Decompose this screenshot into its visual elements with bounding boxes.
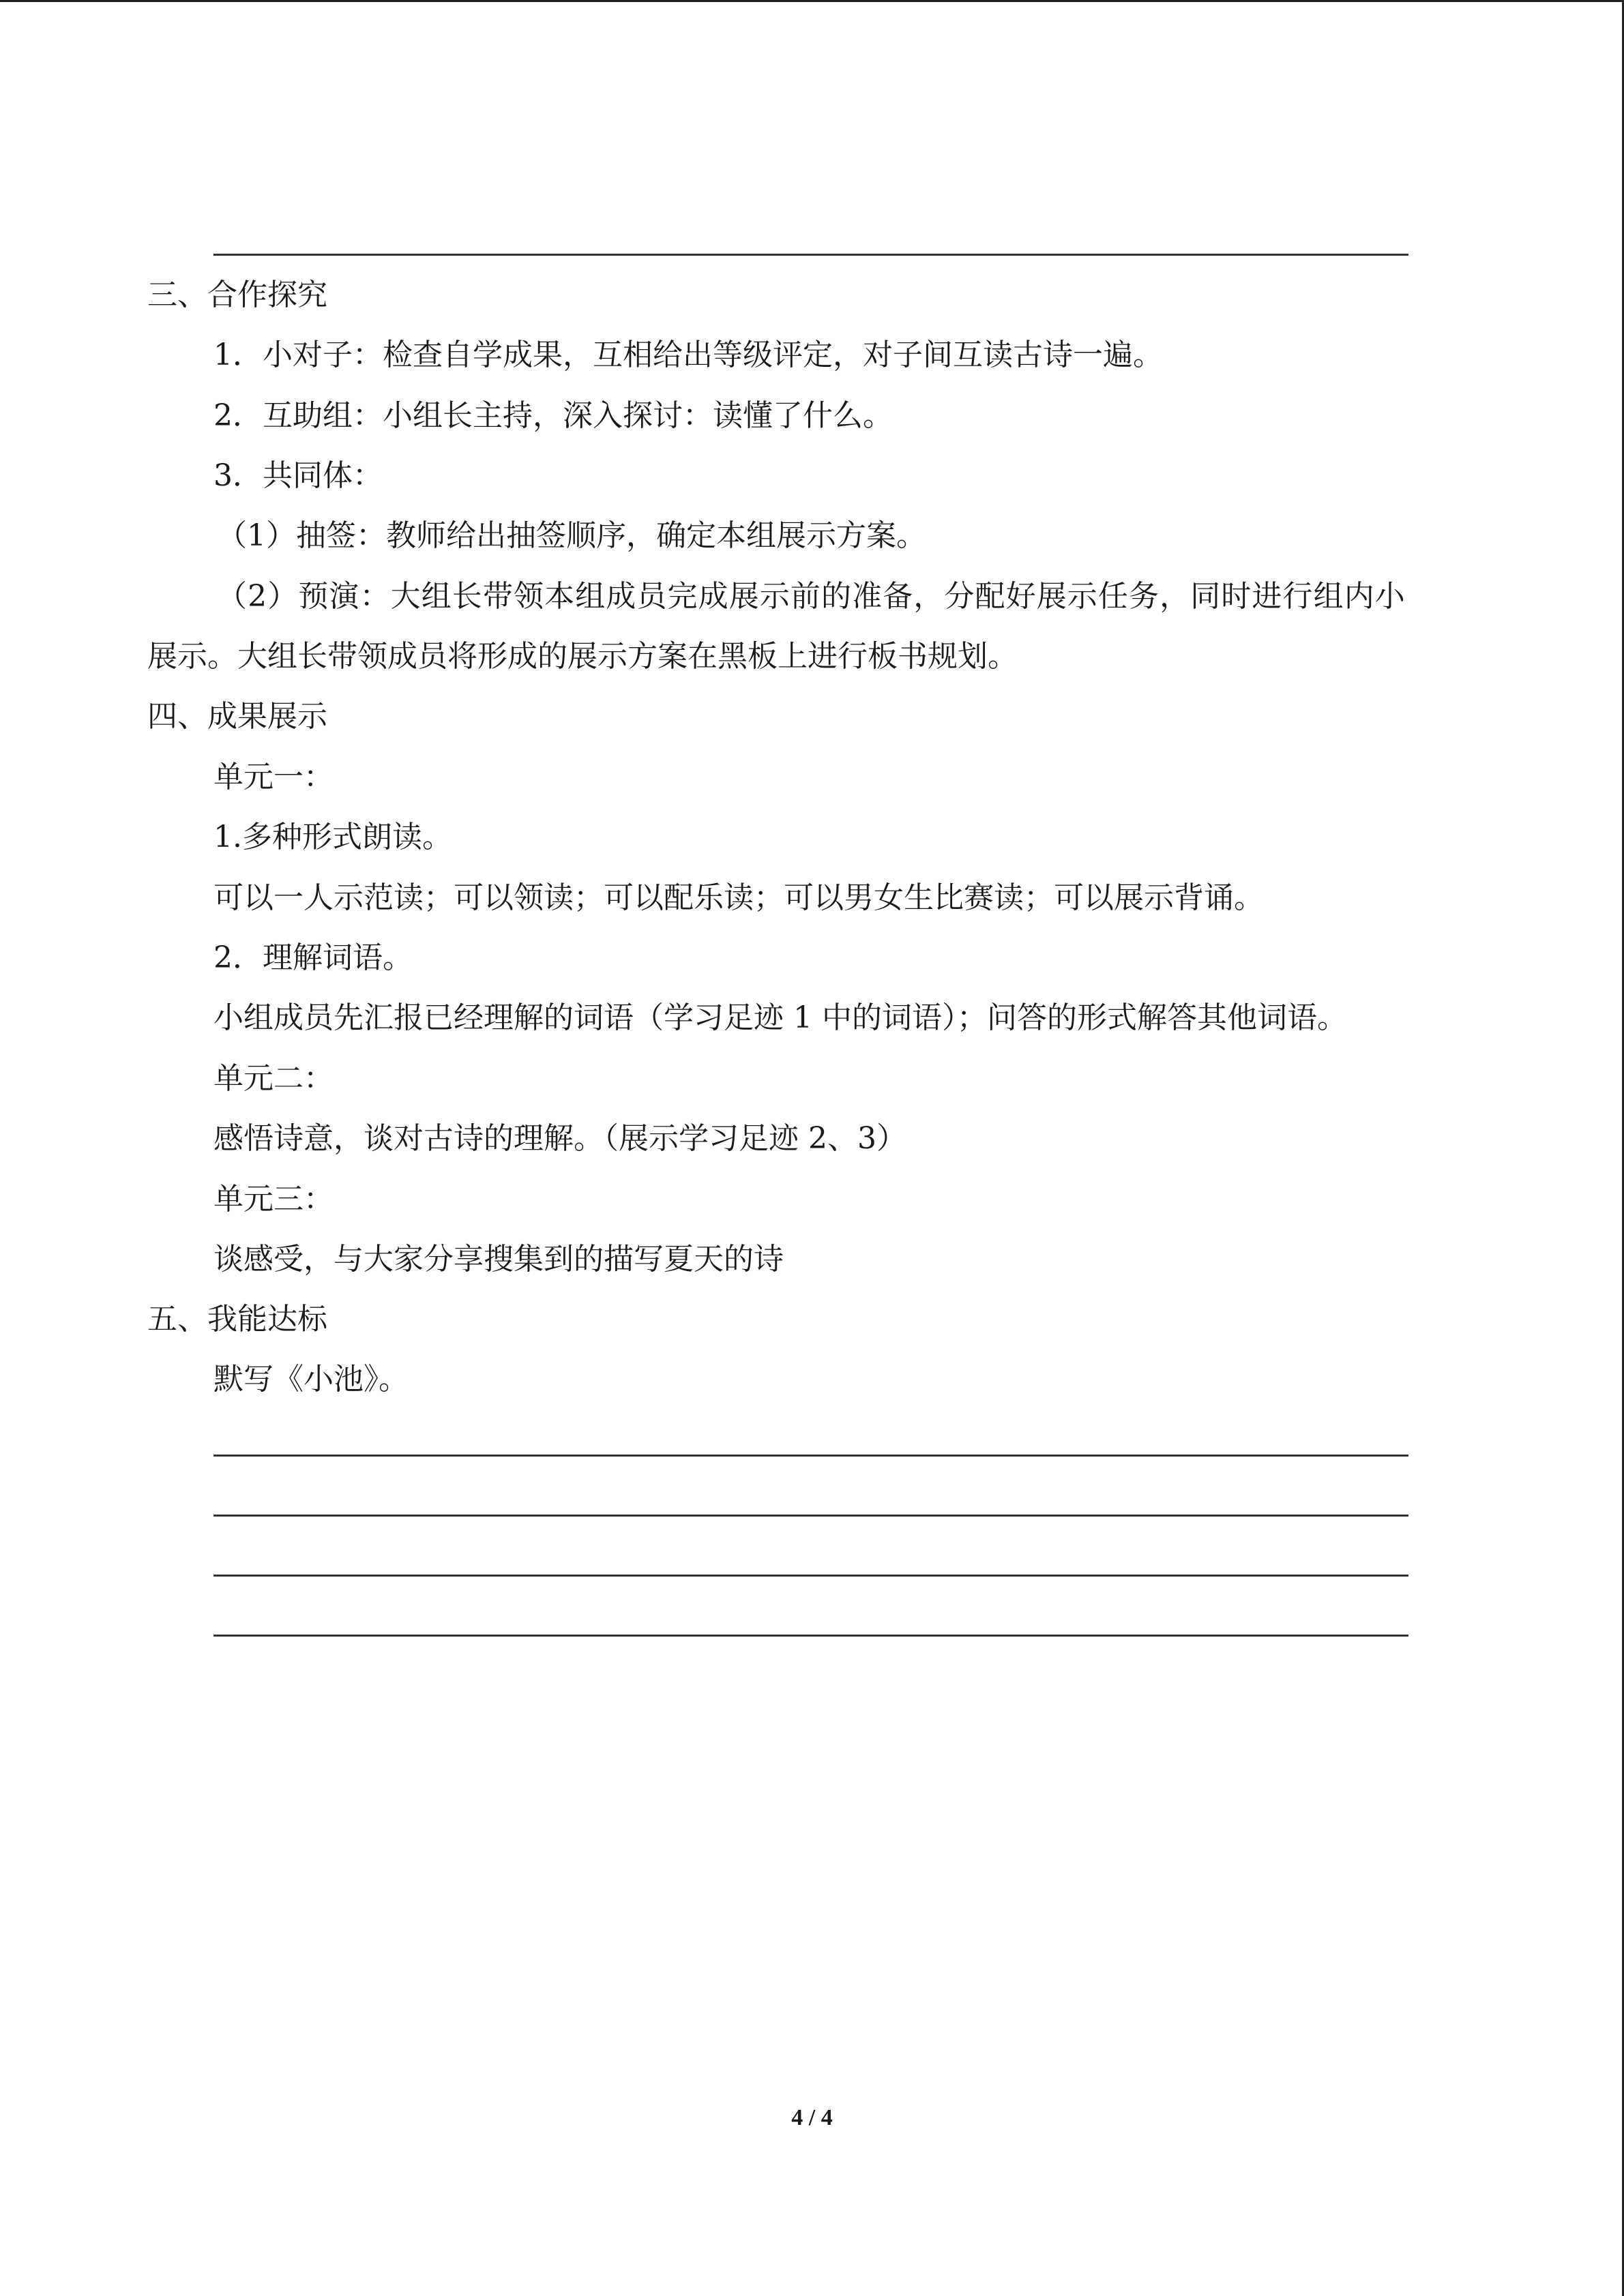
section5-task: 默写《小池》。: [213, 1362, 409, 1397]
page-border-top: [0, 0, 1624, 2]
unit1-line-3: 2．理解词语。: [213, 940, 413, 975]
unit3-title: 单元三：: [213, 1182, 334, 1217]
unit1-title: 单元一：: [213, 760, 334, 794]
answer-line: [213, 254, 1408, 256]
section3-sub-item-2: （2）预演：大组长带领本组成员完成展示前的准备，分配好展示任务，同时进行组内小: [217, 579, 1406, 614]
section4-heading: 四、成果展示: [147, 699, 327, 734]
unit3-line-1: 谈感受，与大家分享搜集到的描写夏天的诗: [213, 1242, 784, 1277]
unit2-title: 单元二：: [213, 1061, 334, 1096]
section5-heading: 五、我能达标: [147, 1302, 327, 1337]
section3-heading: 三、合作探究: [147, 278, 327, 312]
section3-item-2: 2．互助组：小组长主持，深入探讨：读懂了什么。: [213, 398, 893, 433]
writing-line-3: [213, 1575, 1408, 1577]
section3-item-1: 1．小对子：检查自学成果，互相给出等级评定，对子间互读古诗一遍。: [213, 338, 1163, 372]
section3-sub-item-1: （1）抽签：教师给出抽签顺序，确定本组展示方案。: [217, 518, 926, 553]
unit1-line-2: 可以一人示范读；可以领读；可以配乐读；可以男女生比赛读；可以展示背诵。: [213, 880, 1264, 915]
section3-sub-item-2-continuation: 展示。大组长带领成员将形成的展示方案在黑板上进行板书规划。: [147, 639, 1018, 674]
page-number: 4 / 4: [791, 2105, 833, 2130]
unit2-line-1: 感悟诗意，谈对古诗的理解。（展示学习足迹 2、3）: [213, 1121, 906, 1156]
unit1-line-4: 小组成员先汇报已经理解的词语（学习足迹 1 中的词语）；问答的形式解答其他词语。: [213, 1000, 1347, 1035]
writing-line-4: [213, 1635, 1408, 1637]
writing-line-2: [213, 1515, 1408, 1517]
unit1-line-1: 1.多种形式朗读。: [213, 820, 452, 854]
section3-item-3: 3．共同体：: [213, 458, 383, 493]
writing-line-1: [213, 1455, 1408, 1457]
